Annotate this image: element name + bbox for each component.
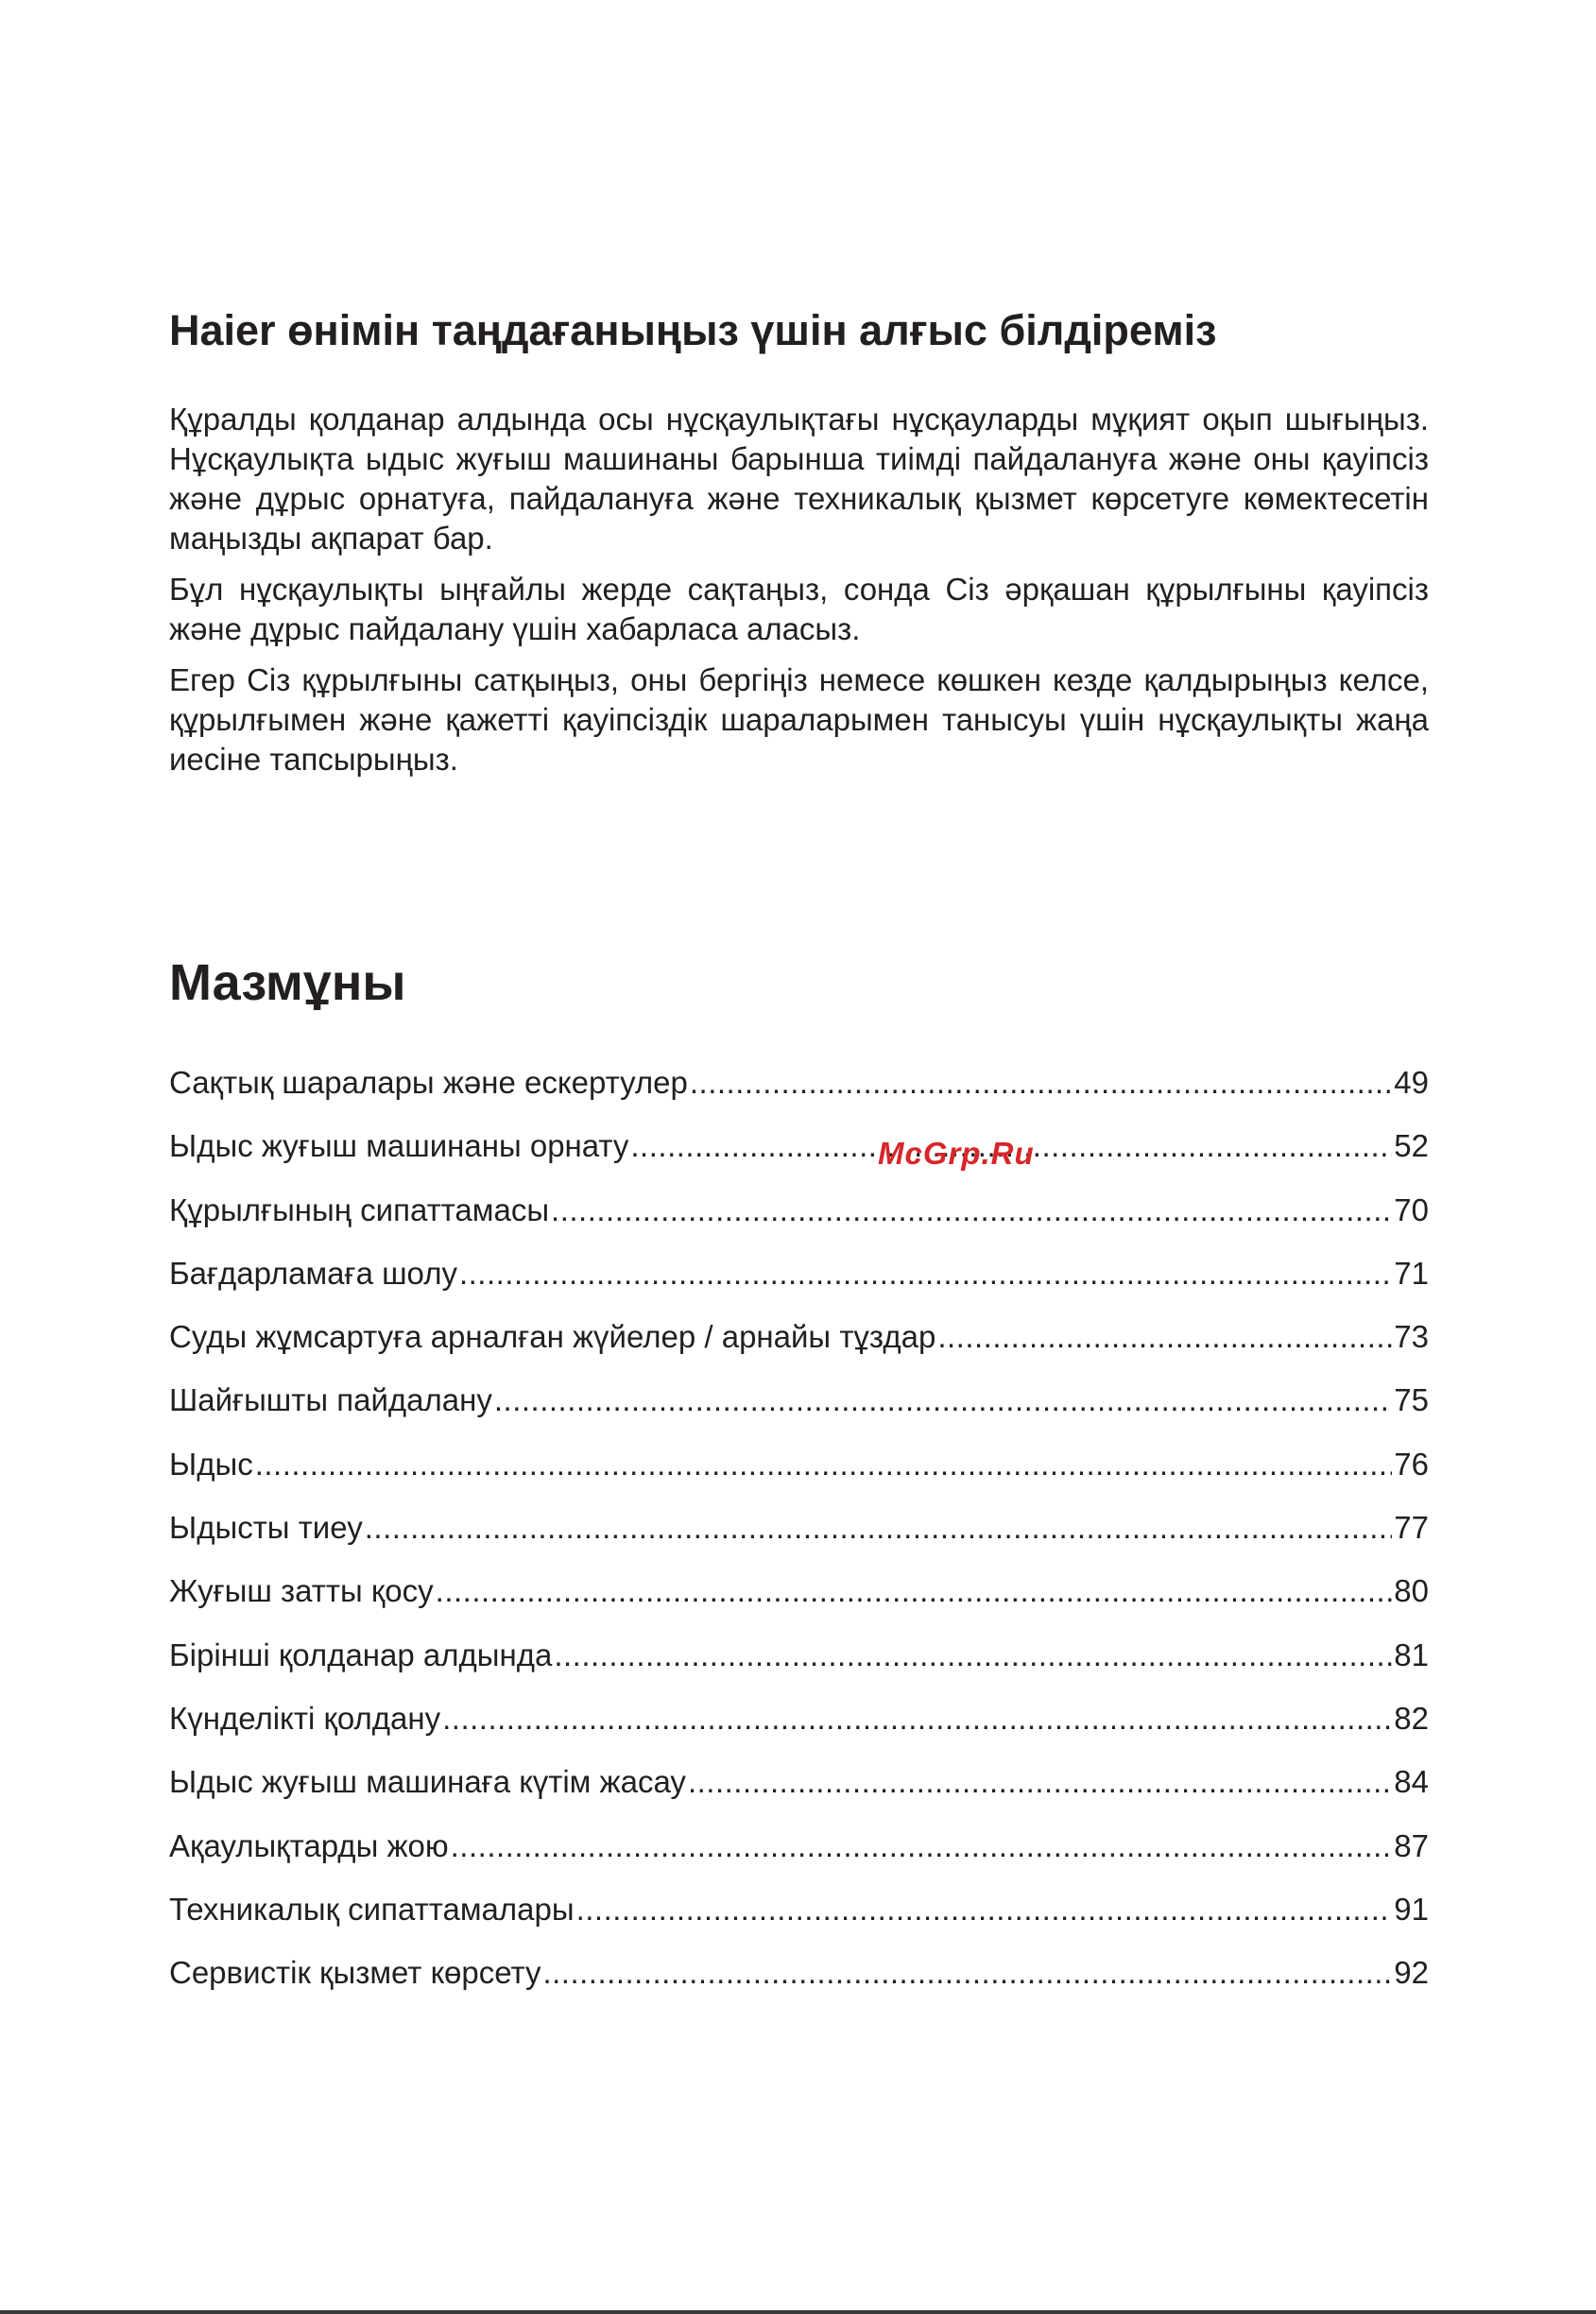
toc-entry-label: Шайғышты пайдалану [169, 1382, 492, 1418]
toc-entry-page: 81 [1394, 1637, 1429, 1672]
toc-entry-dishes[interactable] [169, 1445, 1429, 1508]
toc-entry-label: Жуғыш затты қосу [169, 1573, 434, 1609]
toc-entry-page: 91 [1394, 1891, 1429, 1927]
intro-paragraph: Егер Сіз құрылғыны сатқыңыз, оны бергіңіз немесе көшкен кезде қалдырыңыз келсе, құрылғымен және қажетті қауіпсіздік шараларымен танысуы үшін нұсқаулықты жаңа иесіне тапсырыңыз. [169, 662, 1429, 777]
toc-entry-label: Құрылғының сипаттамасы [169, 1191, 550, 1227]
toc-leader-dots [690, 1063, 1392, 1103]
toc-leader-dots [551, 1191, 1392, 1230]
toc-entry-page: 70 [1394, 1191, 1429, 1227]
toc-entry-page: 77 [1394, 1510, 1429, 1546]
toc-entry-page: 82 [1394, 1700, 1429, 1736]
toc-entry-page: 87 [1394, 1827, 1429, 1863]
toc-leader-dots [542, 1953, 1392, 1993]
toc-leader-dots [494, 1380, 1392, 1420]
toc-entry-label: Ыдыс жуғыш машинаны орнату [169, 1128, 629, 1164]
toc-leader-dots [442, 1699, 1392, 1739]
toc-entry-page: 52 [1394, 1128, 1429, 1164]
toc-leader-dots [554, 1636, 1392, 1675]
toc-entry-label: Бірінші қолданар алдында [169, 1637, 553, 1672]
toc-entry-label: Ыдысты тиеу [169, 1510, 363, 1546]
toc-leader-dots [937, 1317, 1392, 1357]
thanks-title: Haier өнімін таңдағаныңыз үшін алғыс білдіреміз [169, 306, 1217, 354]
toc-leader-dots [459, 1254, 1392, 1294]
toc-entry-daily-use[interactable] [169, 1699, 1429, 1762]
toc-entry-rinse-aid[interactable] [169, 1380, 1429, 1444]
toc-leader-dots [576, 1890, 1393, 1929]
toc-entry-page: 73 [1394, 1319, 1429, 1355]
toc-leader-dots [451, 1826, 1393, 1866]
toc-entry-page: 80 [1394, 1573, 1429, 1609]
toc-entry-service[interactable] [169, 1953, 1429, 2016]
toc-title: Мазмұны [169, 954, 406, 1011]
toc-leader-dots [436, 1571, 1393, 1611]
toc-entry-detergent[interactable] [169, 1571, 1429, 1635]
toc-entry-page: 92 [1394, 1955, 1429, 1991]
toc-leader-dots [688, 1762, 1392, 1802]
toc-entry-label: Техникалық сипаттамалары [169, 1891, 575, 1927]
toc-entry-page: 71 [1394, 1255, 1429, 1291]
toc-entry-label: Күнделікті қолдану [169, 1700, 441, 1736]
intro-section [169, 400, 1429, 791]
toc-entry-label: Сервистік қызмет көрсету [169, 1955, 541, 1991]
toc-entry-page: 75 [1394, 1382, 1429, 1418]
toc-entry-care[interactable] [169, 1762, 1429, 1825]
bottom-divider [0, 2310, 1596, 2314]
toc-entry-label: Бағдарламаға шолу [169, 1255, 457, 1291]
toc-entry-label: Ақаулықтарды жою [169, 1827, 449, 1863]
toc-entry-safety[interactable] [169, 1063, 1429, 1126]
toc-entry-label: Сақтық шаралары және ескертулер [169, 1065, 688, 1100]
toc-entry-page: 76 [1394, 1446, 1429, 1482]
toc-entry-specifications[interactable] [169, 1890, 1429, 1953]
watermark-text: McGrp.Ru [878, 1136, 1035, 1171]
toc-entry-water-softener[interactable] [169, 1317, 1429, 1380]
toc-entry-label: Ыдыс [169, 1446, 253, 1482]
toc-entry-page: 49 [1394, 1065, 1429, 1100]
toc-entry-troubleshooting[interactable] [169, 1826, 1429, 1890]
toc-leader-dots [255, 1445, 1393, 1484]
toc-entry-label: Суды жұмсартуға арналған жүйелер / арнайы тұздар [169, 1319, 936, 1355]
table-of-contents [169, 1063, 1429, 2016]
toc-entry-label: Ыдыс жуғыш машинаға күтім жасау [169, 1764, 686, 1800]
intro-paragraph: Бұл нұсқаулықты ыңғайлы жерде сақтаңыз, сонда Сіз әрқашан құрылғыны қауіпсіз және дұрыс пайдалану үшін хабарласа аласыз. [169, 572, 1429, 646]
toc-entry-description[interactable] [169, 1191, 1429, 1254]
toc-entry-installation[interactable] [169, 1126, 1429, 1190]
toc-entry-first-use[interactable] [169, 1636, 1429, 1699]
intro-paragraph: Құралды қолданар алдында осы нұсқаулықтағы нұсқауларды мұқият оқып шығыңыз. Нұсқаулықта ыдыс жуғыш машинаны барынша тиімді пайдалануға және оны қауіпсіз және дұрыс орнатуға, пайдалануға және техникалық қызмет көрсетуге көмектесетін маңызды ақпарат бар. [169, 402, 1429, 556]
toc-leader-dots [365, 1508, 1393, 1548]
toc-entry-loading[interactable] [169, 1508, 1429, 1571]
toc-entry-page: 84 [1394, 1764, 1429, 1800]
toc-entry-programs[interactable] [169, 1254, 1429, 1317]
